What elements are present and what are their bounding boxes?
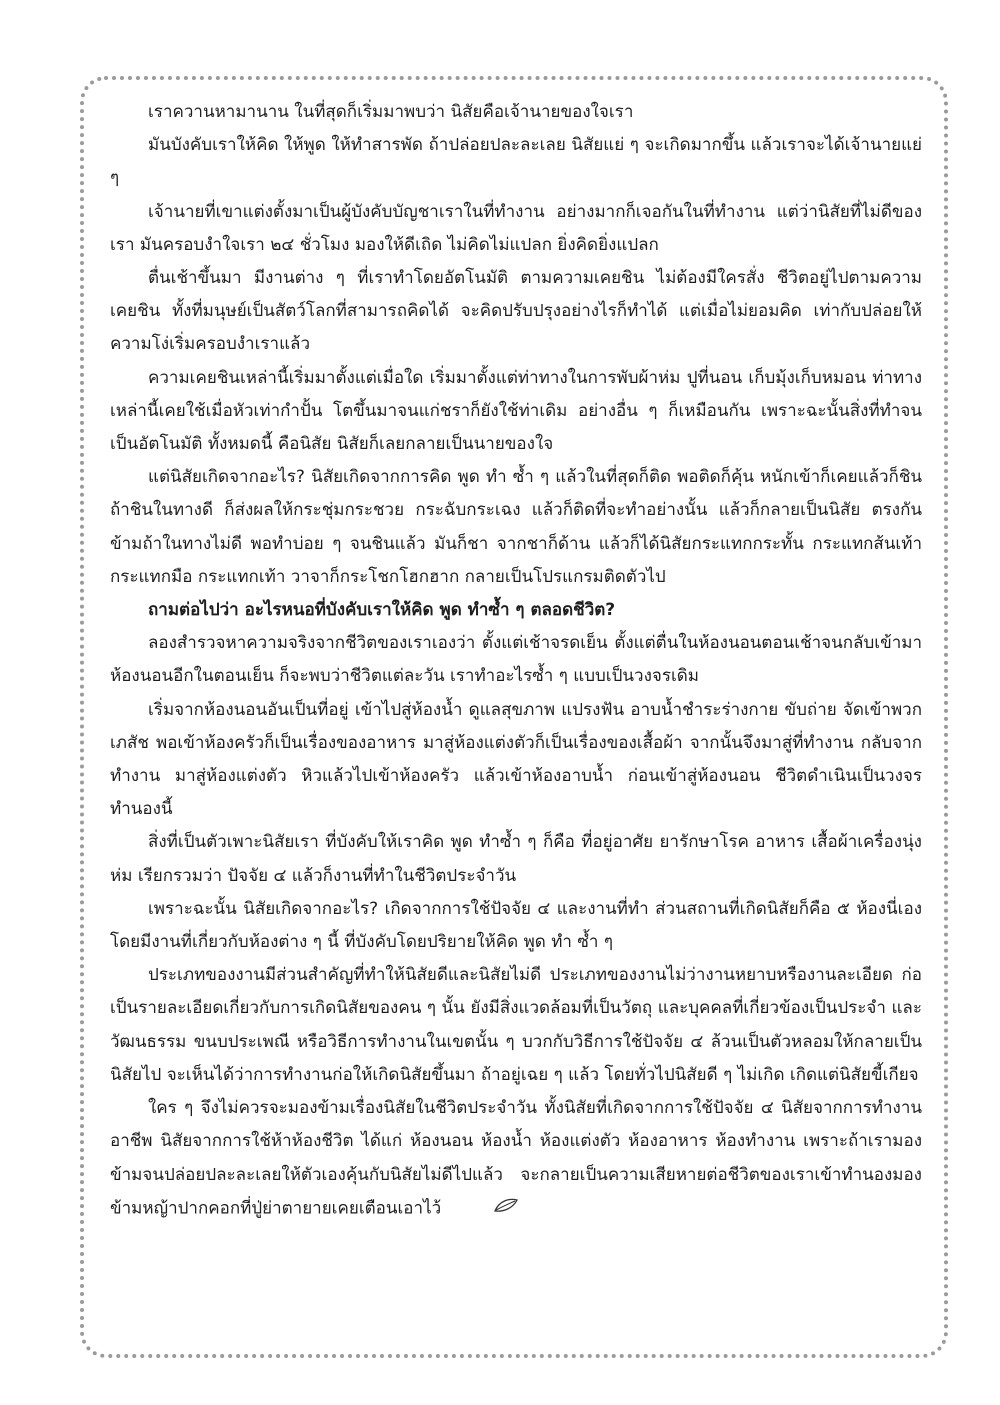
paragraph-12: ประเภทของงานมีส่วนสำคัญที่ทำให้นิสัยดีและนิสัยไม่ดี ประเภทของงานไม่ว่างานหยาบหรืองานละเอียด ก่อเป็นรายละเอียดเกี่ยวกับการเกิดนิสัยของคน ๆ นั้น ยังมีสิ่งแวดล้อมที่เป็นวัตถุ และบุคคลที่เกี่ยวข้องเป็นประจำ และวัฒนธรรม ขนบประเพณี หรือวิธีการทำงานในเขตนั้น ๆ บวกกับวิธีการใช้ปัจจัย ๔ ล้วนเป็นตัวหลอมให้กลายเป็นนิสัยไป จะเห็นได้ว่าการทำงานก่อให้เกิดนิสัยขึ้นมา ถ้าอยู่เฉย ๆ แล้ว โดยทั่วไปนิสัยดี ๆ ไม่เกิด เกิดแต่นิสัยขี้เกียจ	[110, 965, 922, 1085]
paragraph-3: เจ้านายที่เขาแต่งตั้งมาเป็นผู้บังคับบัญชาเราในที่ทำงาน อย่างมากก็เจอกันในที่ทำงาน แต่ว่านิสัยที่ไม่ดีของเรา มันครอบงำใจเรา ๒๔ ชั่วโมง มองให้ดีเถิด ไม่คิดไม่แปลก ยิ่งคิดยิ่งแปลก	[110, 201, 922, 255]
paragraph-2: มันบังคับเราให้คิด ให้พูด ให้ทำสารพัด ถ้าปล่อยปละละเลย นิสัยแย่ ๆ จะเกิดมากขึ้น แล้วเราจะได้เจ้านายแย่ ๆ	[110, 135, 922, 189]
paragraph-10: สิ่งที่เป็นตัวเพาะนิสัยเรา ที่บังคับให้เราคิด พูด ทำซ้ำ ๆ ก็คือ ที่อยู่อาศัย ยารักษาโรค อาหาร เสื้อผ้าเครื่องนุ่งห่ม เรียกรวมว่า ปัจจัย ๔ แล้วก็งานที่ทำในชีวิตประจำวัน	[110, 832, 922, 886]
paragraph-13	[110, 1092, 922, 1225]
leaf-icon	[455, 1192, 519, 1225]
paragraph-8: ลองสำรวจหาความจริงจากชีวิตของเราเองว่า ตั้งแต่เช้าจรดเย็น ตั้งแต่ตื่นในห้องนอนตอนเช้าจนกลับเข้ามาห้องนอนอีกในตอนเย็น ก็จะพบว่าชีวิตแต่ละวัน เราทำอะไรซ้ำ ๆ แบบเป็นวงจรเดิม	[110, 633, 922, 687]
paragraph-6: แต่นิสัยเกิดจากอะไร? นิสัยเกิดจากการคิด พูด ทำ ซ้ำ ๆ แล้วในที่สุดก็ติด พอติดก็คุ้น หนักเข้าก็เคยแล้วก็ชิน ถ้าชินในทางดี ก็ส่งผลให้กระชุ่มกระชวย กระฉับกระเฉง แล้วก็ติดที่จะทำอย่างนั้น แล้วก็กลายเป็นนิสัย ตรงกันข้ามถ้าในทางไม่ดี พอทำบ่อย ๆ จนชินแล้ว มันก็ชา จากชาก็ด้าน แล้วก็ได้นิสัยกระแทกกระทั้น กระแทกส้นเท้า กระแทกมือ กระแทกเท้า วาจาก็กระโชกโฮกฮาก กลายเป็นโปรแกรมติดตัวไป	[110, 467, 922, 587]
paragraph-13-text: ใคร ๆ จึงไม่ควรจะมองข้ามเรื่องนิสัยในชีวิตประจำวัน ทั้งนิสัยที่เกิดจากการใช้ปัจจัย ๔ นิสัยจากการทำงานอาชีพ นิสัยจากการใช้ห้าห้องชีวิต ได้แก่ ห้องนอน ห้องน้ำ ห้องแต่งตัว ห้องอาหาร ห้องทำงาน เพราะถ้าเรามองข้ามจนปล่อยปละละเลยให้ตัวเองคุ้นกับนิสัยไม่ดีไปแล้ว จะกลายเป็นความเสียหายต่อชีวิตของเราเข้าทำนองมองข้ามหญ้าปากคอกที่ปู่ย่าตายายเคยเตือนเอาไว้	[110, 1098, 922, 1219]
paragraph-1: เราควานหามานาน ในที่สุดก็เริ่มมาพบว่า นิสัยคือเจ้านายของใจเรา	[148, 102, 634, 122]
question-heading: ถามต่อไปว่า อะไรหนอที่บังคับเราให้คิด พูด ทำซ้ำ ๆ ตลอดชีวิต?	[148, 600, 616, 621]
paragraph-4: ตื่นเช้าขึ้นมา มีงานต่าง ๆ ที่เราทำโดยอัตโนมัติ ตามความเคยชิน ไม่ต้องมีใครสั่ง ชีวิตอยู่ไปตามความเคยชิน ทั้งที่มนุษย์เป็นสัตว์โลกที่สามารถคิดได้ จะคิดปรับปรุงอย่างไรก็ทำได้ แต่เมื่อไม่ยอมคิด เท่ากับปล่อยให้ความโง่เริ่มครอบงำเราแล้ว	[110, 268, 922, 355]
paragraph-11: เพราะฉะนั้น นิสัยเกิดจากอะไร? เกิดจากการใช้ปัจจัย ๔ และงานที่ทำ ส่วนสถานที่เกิดนิสัยก็คือ ๕ ห้องนี่เอง โดยมีงานที่เกี่ยวกับห้องต่าง ๆ นี้ ที่บังคับโดยปริยายให้คิด พูด ทำ ซ้ำ ๆ	[110, 898, 922, 953]
paragraph-9: เริ่มจากห้องนอนอันเป็นที่อยู่ เข้าไปสู่ห้องน้ำ ดูแลสุขภาพ แปรงฟัน อาบน้ำชำระร่างกาย ขับถ่าย จัดเข้าพวกเภสัช พอเข้าห้องครัวก็เป็นเรื่องของอาหาร มาสู่ห้องแต่งตัวก็เป็นเรื่องของเสื้อผ้า จากนั้นจึงมาสู่ที่ทำงาน กลับจากทำงาน มาสู่ห้องแต่งตัว หิวแล้วไปเข้าห้องครัว แล้วเข้าห้องอาบน้ำ ก่อนเข้าสู่ห้องนอน ชีวิตดำเนินเป็นวงจรทำนองนี้	[110, 699, 922, 820]
paragraph-5: ความเคยชินเหล่านี้เริ่มมาตั้งแต่เมื่อใด เริ่มมาตั้งแต่ท่าทางในการพับผ้าห่ม ปูที่นอน เก็บมุ้งเก็บหมอน ท่าทางเหล่านี้เคยใช้เมื่อหัวเท่ากำปั้น โตขึ้นมาจนแก่ชราก็ยังใช้ท่าเดิม อย่างอื่น ๆ ก็เหมือนกัน เพราะฉะนั้นสิ่งที่ทำจนเป็นอัตโนมัติ ทั้งหมดนี้ คือนิสัย นิสัยก็เลยกลายเป็นนายของใจ	[110, 367, 922, 455]
article-body	[110, 96, 922, 1226]
